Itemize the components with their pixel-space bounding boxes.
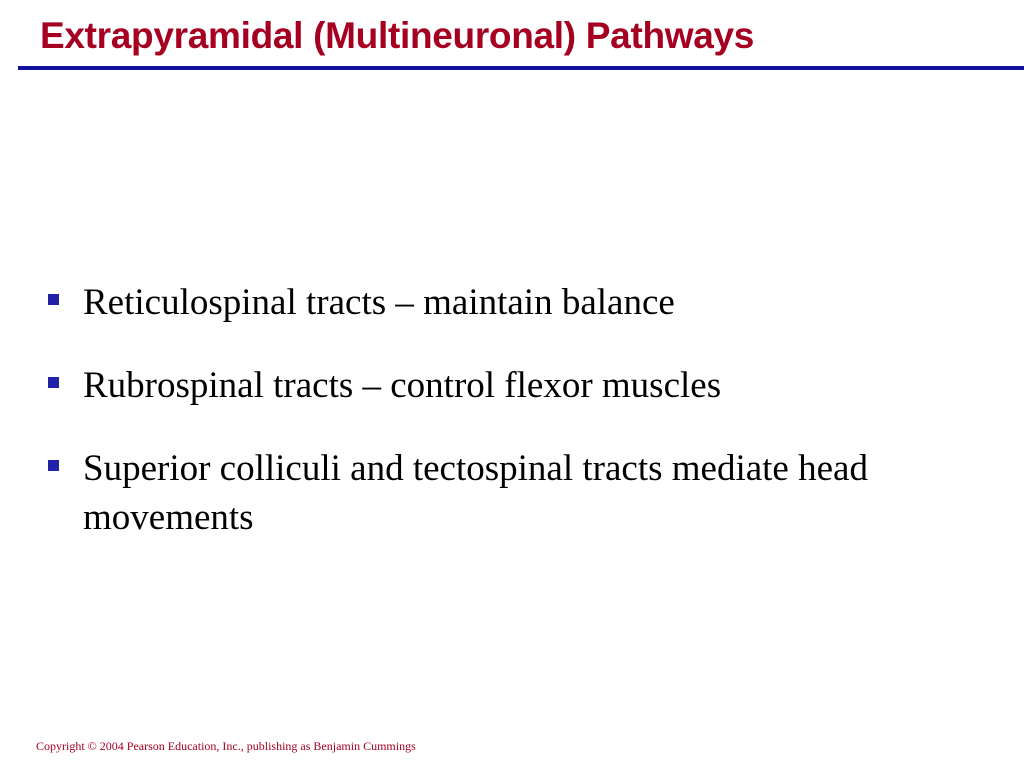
slide-title: Extrapyramidal (Multineuronal) Pathways bbox=[40, 15, 755, 56]
bullet-text: Reticulospinal tracts – maintain balance bbox=[83, 282, 675, 323]
bullet-item bbox=[44, 361, 944, 410]
square-bullet-icon bbox=[48, 460, 59, 471]
copyright-footer: Copyright © 2004 Pearson Education, Inc., publishing as Benjamin Cummings bbox=[36, 739, 416, 753]
bullet-item bbox=[44, 278, 944, 327]
title-divider bbox=[18, 66, 1024, 70]
bullet-text: Rubrospinal tracts – control flexor muscles bbox=[83, 365, 722, 406]
bullet-text: Superior colliculi and tectospinal tracts mediate head movements bbox=[83, 448, 868, 538]
square-bullet-icon bbox=[48, 294, 59, 305]
square-bullet-icon bbox=[48, 377, 59, 388]
bullet-item bbox=[44, 444, 944, 542]
bullet-list bbox=[44, 278, 944, 576]
